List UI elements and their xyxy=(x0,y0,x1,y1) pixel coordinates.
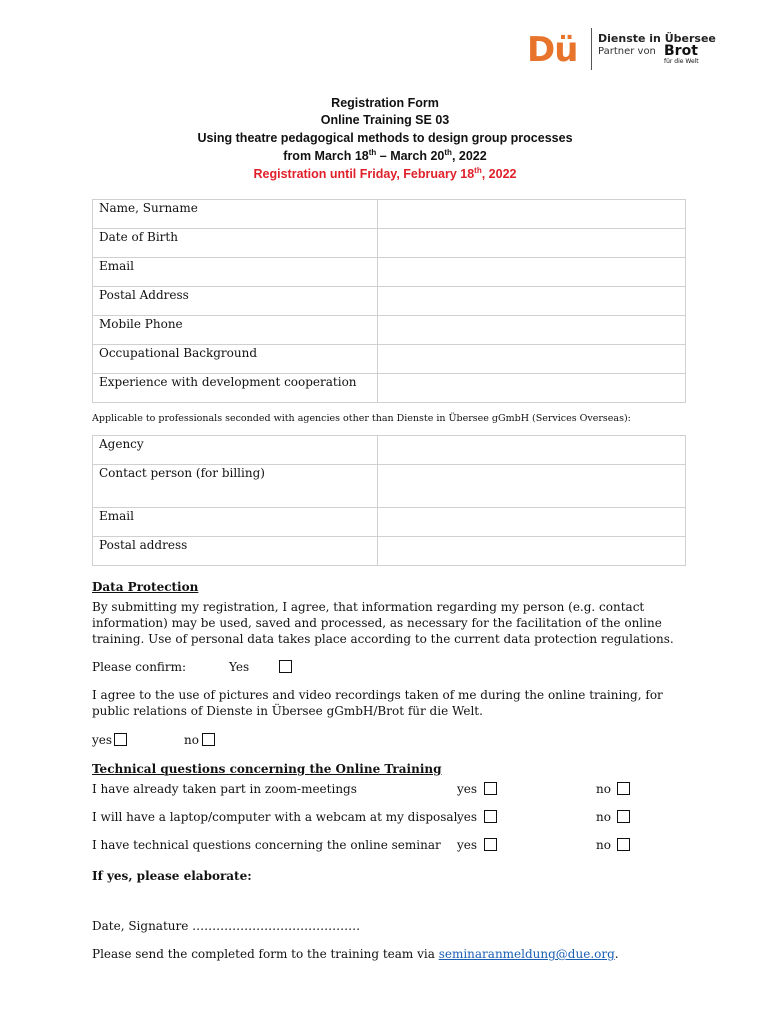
table-row xyxy=(93,465,686,508)
logo-text-partner: Partner von xyxy=(598,46,656,57)
technical-heading: Technical questions concerning the Online Training xyxy=(92,762,442,776)
personal-info-table xyxy=(92,199,686,403)
postal-address-field[interactable] xyxy=(378,287,686,316)
webcam-no-checkbox[interactable] xyxy=(617,810,630,823)
signature-line: Date, Signature …………………………………… xyxy=(92,919,361,933)
table-row xyxy=(93,316,686,345)
training-code: Online Training SE 03 xyxy=(320,113,450,127)
table-row xyxy=(93,508,686,537)
logo-text-org: Dienste in Übersee xyxy=(598,32,716,45)
table-row xyxy=(93,537,686,566)
field-label: Mobile Phone xyxy=(93,316,378,345)
confirm-label: Please confirm: xyxy=(92,660,187,674)
field-label: Email xyxy=(93,508,378,537)
field-label: Date of Birth xyxy=(93,229,378,258)
field-label: Occupational Background xyxy=(93,345,378,374)
table-row xyxy=(93,436,686,465)
question-yes-label: yes xyxy=(457,810,478,824)
webcam-yes-checkbox[interactable] xyxy=(484,810,497,823)
logo-brot: Brot xyxy=(664,43,698,59)
pictures-consent-text: I agree to the use of pictures and video recordings taken of me during the online training, for public relations of Dienste in Übersee gGmbH/Brot für die Welt. xyxy=(92,688,663,718)
question-no-label: no xyxy=(596,810,611,824)
experience-field[interactable] xyxy=(378,374,686,403)
training-dates: from March 18th – March 20th, 2022 xyxy=(283,147,487,163)
send-instructions xyxy=(92,946,619,962)
zoom-no-checkbox[interactable] xyxy=(617,782,630,795)
form-title: Registration Form xyxy=(331,96,439,110)
pictures-no-checkbox[interactable] xyxy=(202,733,215,746)
data-protection-text: By submitting my registration, I agree, that information regarding my person (e.g. contact information) may be used, saved and processed, as necessary for the facilitation of the online training. Use of personal data takes place according to the current data protection regulations. xyxy=(92,600,674,646)
elaborate-label: If yes, please elaborate: xyxy=(92,869,252,883)
data-protection-heading: Data Protection xyxy=(92,580,199,594)
tech-questions-no-checkbox[interactable] xyxy=(617,838,630,851)
question-text: I will have a laptop/computer with a webcam at my disposal xyxy=(92,810,458,824)
question-no-label: no xyxy=(596,838,611,852)
field-label: Contact person (for billing) xyxy=(93,465,378,508)
agency-email-field[interactable] xyxy=(378,508,686,537)
tech-questions-yes-checkbox[interactable] xyxy=(484,838,497,851)
pictures-no-label: no xyxy=(184,733,199,747)
contact-person-field[interactable] xyxy=(378,465,686,508)
field-label: Email xyxy=(93,258,378,287)
registration-deadline: Registration until Friday, February 18th, 2022 xyxy=(253,165,517,181)
logo-brot-sub: für die Welt xyxy=(664,58,699,65)
agency-field[interactable] xyxy=(378,436,686,465)
confirm-yes-checkbox[interactable] xyxy=(279,660,292,673)
agency-info-table xyxy=(92,435,686,566)
table-row xyxy=(93,287,686,316)
question-text: I have technical questions concerning the online seminar xyxy=(92,838,441,852)
mobile-phone-field[interactable] xyxy=(378,316,686,345)
training-title: Using theatre pedagogical methods to design group processes xyxy=(197,131,573,145)
field-label: Postal address xyxy=(93,537,378,566)
pictures-yes-checkbox[interactable] xyxy=(114,733,127,746)
confirm-yes-label: Yes xyxy=(229,660,250,674)
logo-divider xyxy=(591,28,592,70)
logo-mark: Dü xyxy=(527,30,578,70)
table-row xyxy=(93,200,686,229)
table-row xyxy=(93,345,686,374)
question-no-label: no xyxy=(596,782,611,796)
send-text: Please send the completed form to the training team via xyxy=(92,947,439,961)
table-row xyxy=(93,229,686,258)
birth-date-field[interactable] xyxy=(378,229,686,258)
email-link[interactable]: seminaranmeldung@due.org xyxy=(438,947,615,961)
question-yes-label: yes xyxy=(457,782,478,796)
occupation-field[interactable] xyxy=(378,345,686,374)
field-label: Agency xyxy=(93,436,378,465)
pictures-yes-label: yes xyxy=(92,733,113,747)
field-label: Name, Surname xyxy=(93,200,378,229)
zoom-yes-checkbox[interactable] xyxy=(484,782,497,795)
agency-postal-field[interactable] xyxy=(378,537,686,566)
name-field[interactable] xyxy=(378,200,686,229)
question-yes-label: yes xyxy=(457,838,478,852)
field-label: Experience with development cooperation xyxy=(93,374,378,403)
applicable-note: Applicable to professionals seconded with agencies other than Dienste in Übersee gGmbH (Services Overseas): xyxy=(92,413,631,424)
table-row xyxy=(93,258,686,287)
send-text-end: . xyxy=(614,947,619,961)
table-row xyxy=(93,374,686,403)
field-label: Postal Address xyxy=(93,287,378,316)
email-field[interactable] xyxy=(378,258,686,287)
question-text: I have already taken part in zoom-meetings xyxy=(92,782,357,796)
